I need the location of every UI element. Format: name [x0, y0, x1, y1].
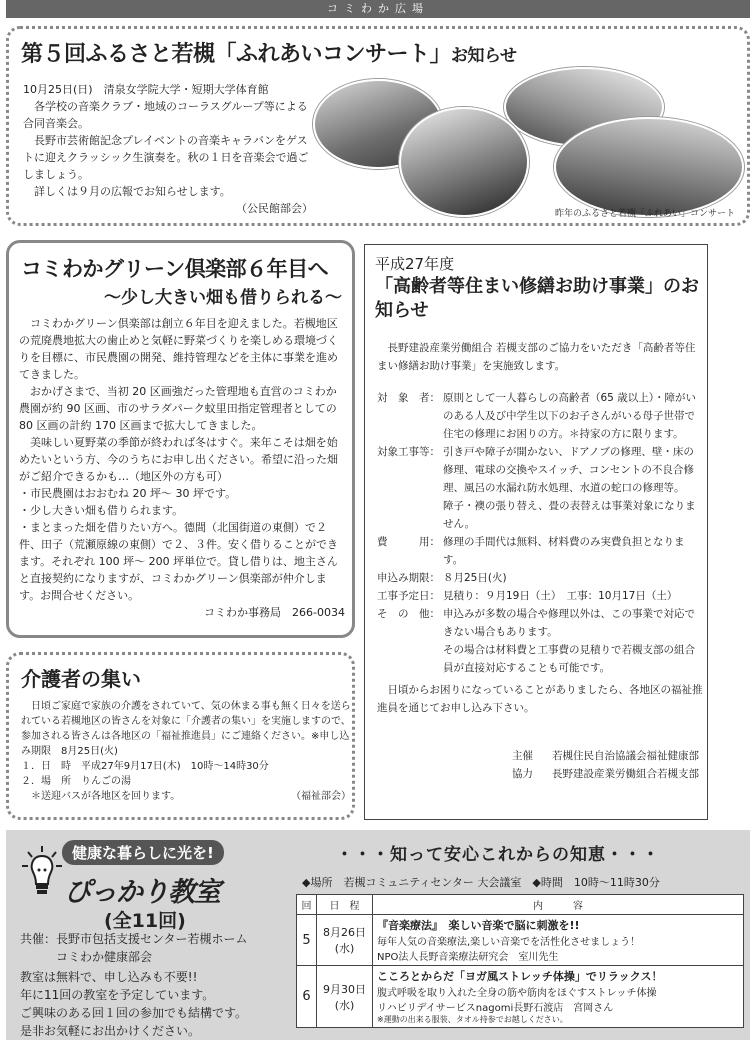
green-club-body: コミわかグリーン倶楽部は創立６年目を迎えました。若槻地区の荒廃農地拡大の歯止めと気軽に野菜づくりを楽しめる環境づくりを目標に、市民農園の開発、維持管理などを主体に事業を進めてきました。 おかげさまで、当初 20 区画強だった管理地も直営のコミわか農園が約 90 区画、市のサラダパーク蚊里田指定管理者としての 80 区画の計約 170 区画まで拡大してきました。 美味しい夏野菜の季節が終われば冬はすぐ。来年こそは畑を始めたいという方、今のうちにお申し出ください。希望に沿った畑がご紹介できるかも…（地区外の方も可） ・市民農園はおおむね 20 坪～ 30 坪です。 ・少し大きい畑も借りられます。 ・まとまった畑を借りたい方へ。德間（北国街道の東側）で２件、田子（荒瀬原線の東側）で２、３件。安く借りることができます。それぞれ 100 坪～ 200 坪単位で。貸し借りは、地主さんと直接契約になりますが、コミわかグリーン倶楽部が仲介します。お問合せください。 コミわか事務局 266-0034 — [19, 317, 345, 619]
caregiver-title: 介護者の集い — [21, 667, 141, 691]
caregiver-body: 日頃ご家庭で家族の介護をされていて、気の休まる事も無く日々を送られている若槻地区の皆さんを対象に「介護者の集い」を実施しますので、参加される皆さんは各地区の「福祉推進員」にご連絡ください。※申し込み期限 8月25日(火) １．日 時 平成27年9月17日(木) 10時～14時30分 ２．場 所 りんごの湯 ＊送迎バスが各地区を回ります。 （福祉部会） — [21, 701, 351, 802]
repair-year: 平成27年度 — [375, 255, 455, 273]
pikkari-class-section — [6, 830, 750, 1040]
seminar-place-time: ◆場所 若槻コミュニティセンター 大会議室 ◆時間 10時～11時30分 — [302, 876, 660, 889]
section-header: コミわか広場 — [6, 0, 750, 18]
repair-item: 工事予定日： 見積り：９月19日（土） 工事：10月17日（土） — [377, 590, 678, 602]
repair-item: その場合は材料費と工事費の見積りで若槻支部の組合員が直接対応することも可能です。 — [443, 644, 695, 674]
concert-title: 第５回ふるさと若槻「ふれあいコンサート」お知らせ — [21, 42, 517, 67]
green-club-title: コミわかグリーン倶楽部６年目へ — [21, 257, 329, 281]
repair-item: そ の 他： 申込みが多数の場合や修理以外は、この事業で対応できない場合もあります。 — [377, 608, 695, 638]
green-club-subtitle: ～少し大きい畑も借りられる～ — [104, 288, 342, 308]
repair-sponsors: 主催 若槻住民自治協議会福祉健康部 協力 長野建設産業労働組合若槻支部 — [512, 750, 699, 780]
repair-item: 費 用： 修理の手間代は無料、材料費のみ実費負担となります。 — [377, 536, 685, 566]
seminar-title: ぴっかり教室 — [64, 877, 220, 908]
concert-photo — [399, 107, 529, 217]
green-club-article — [6, 240, 355, 638]
repair-item: 障子・襖の張り替え、畳の表替えは事業対象になりません。 — [443, 500, 696, 530]
repair-item: 申込み期限： ８月25日(火) — [377, 572, 507, 584]
concert-photo-collage — [309, 67, 749, 207]
repair-title: 「高齢者等住まい修繕お助け事業」のお知らせ — [375, 276, 699, 321]
seminar-heading: ・・・知って安心これからの知恵・・・ — [336, 845, 660, 865]
seminar-schedule-table — [296, 894, 744, 1028]
seminar-host: 共催：長野市包括支援センター若槻ホーム コミわか健康部会 — [20, 932, 248, 964]
table-header-row: 回 日 程 内 容 — [297, 895, 744, 915]
concert-photo — [554, 117, 744, 217]
repair-body: 長野建設産業労働組合 若槻支部のご協力をいただき「高齢者等住まい修繕お助け事業」を実施致します。 対 象 者： 原則として一人暮らしの高齢者（65 歳以上）・障がいのある人及び中学生以下のお子さんがいる母子世帯で住宅の修理にお困りの方。＊持家の方に限ります。 対象工事等： 引き戸や障子が開かない、ドアノブの修理、壁・床の修理、電球の交換やスイッチ、コンセントの不良合修理、風呂の水漏れ防水処理、水道の蛇口の修理等。 障子・襖の張り替え、畳の表替えは事業対象になりません。 費 用： 修理の手間代は無料、材料費のみ実費負担となります。 申込み期限： ８月25日(火) 工事予定日： 見積り：９月19日（土） 工事：10月17日（土） そ の 他： 申込みが多数の場合や修理以外は、この事業で対応できない場合もあります。 その場合は材料費と工事費の見積りで若槻支部の組合員が直接対応することも可能です。 日頃からお困りになっていることがありましたら、各地区の福祉推進員を通じてお申し込み下さい。 — [377, 342, 703, 714]
table-row: 5 8月26日(水) 『音楽療法』 楽しい音楽で脳に刺激を!! 毎年人気の音楽療法,楽しい音楽でを活性化させましょう！ NPO法人長野音楽療法研究会 室川先生 — [297, 915, 744, 966]
table-row: 6 9月30日(水) こころとからだ「ヨガ風ストレッチ体操」でリラックス！ 腹式呼吸を取り入れた全身の筋や筋肉をほぐすストレッチ体操 リハビリデイサービスnagomi長野石渡店 宮岡さん ※運動の出来る服装、タオル持参でお越しください。 — [297, 966, 744, 1028]
seminar-info: 教室は無料で、申し込みも不要!! 年に11回の教室を予定しています。 ご興味のある回１回の参加でも結構です。 是非お気軽にお出かけください。 — [20, 970, 248, 1038]
repair-item: 対象工事等： 引き戸や障子が開かない、ドアノブの修理、壁・床の修理、電球の交換やスイッチ、コンセントの不良合修理、風呂の水漏れ防水処理、水道の蛇口の修理等。 — [377, 446, 694, 494]
repair-program-notice — [364, 244, 708, 820]
caregiver-meeting — [6, 652, 355, 820]
concert-body: 10月25日(日) 清泉女学院大学・短期大学体育館 各学校の音楽クラブ・地域のコーラスグループ等による合同音楽会。 長野市芸術館記念プレイベントの音楽キャラバンをゲストに迎えクラッシック生演奏を。秋の１日を音楽会で過ごしましょう。 詳しくは９月の広報でお知らせします。 （公民館部会） — [23, 83, 313, 215]
repair-item: 対 象 者： 原則として一人暮らしの高齢者（65 歳以上）・障がいのある人及び中学生以下のお子さんがいる母子世帯で住宅の修理にお困りの方。＊持家の方に限ります。 — [377, 392, 696, 440]
seminar-tagline: 健康な暮らしに光を! — [62, 840, 224, 865]
lightbulb-icon — [20, 844, 64, 902]
concert-notice — [6, 26, 750, 226]
photo-caption: 昨年のふるさと若槻「ふれあい」コンサート — [554, 209, 735, 219]
green-club-contact: コミわか事務局 266-0034 — [204, 606, 345, 619]
seminar-count: (全11回) — [104, 910, 186, 932]
concert-org: （公民館部会） — [236, 202, 313, 215]
